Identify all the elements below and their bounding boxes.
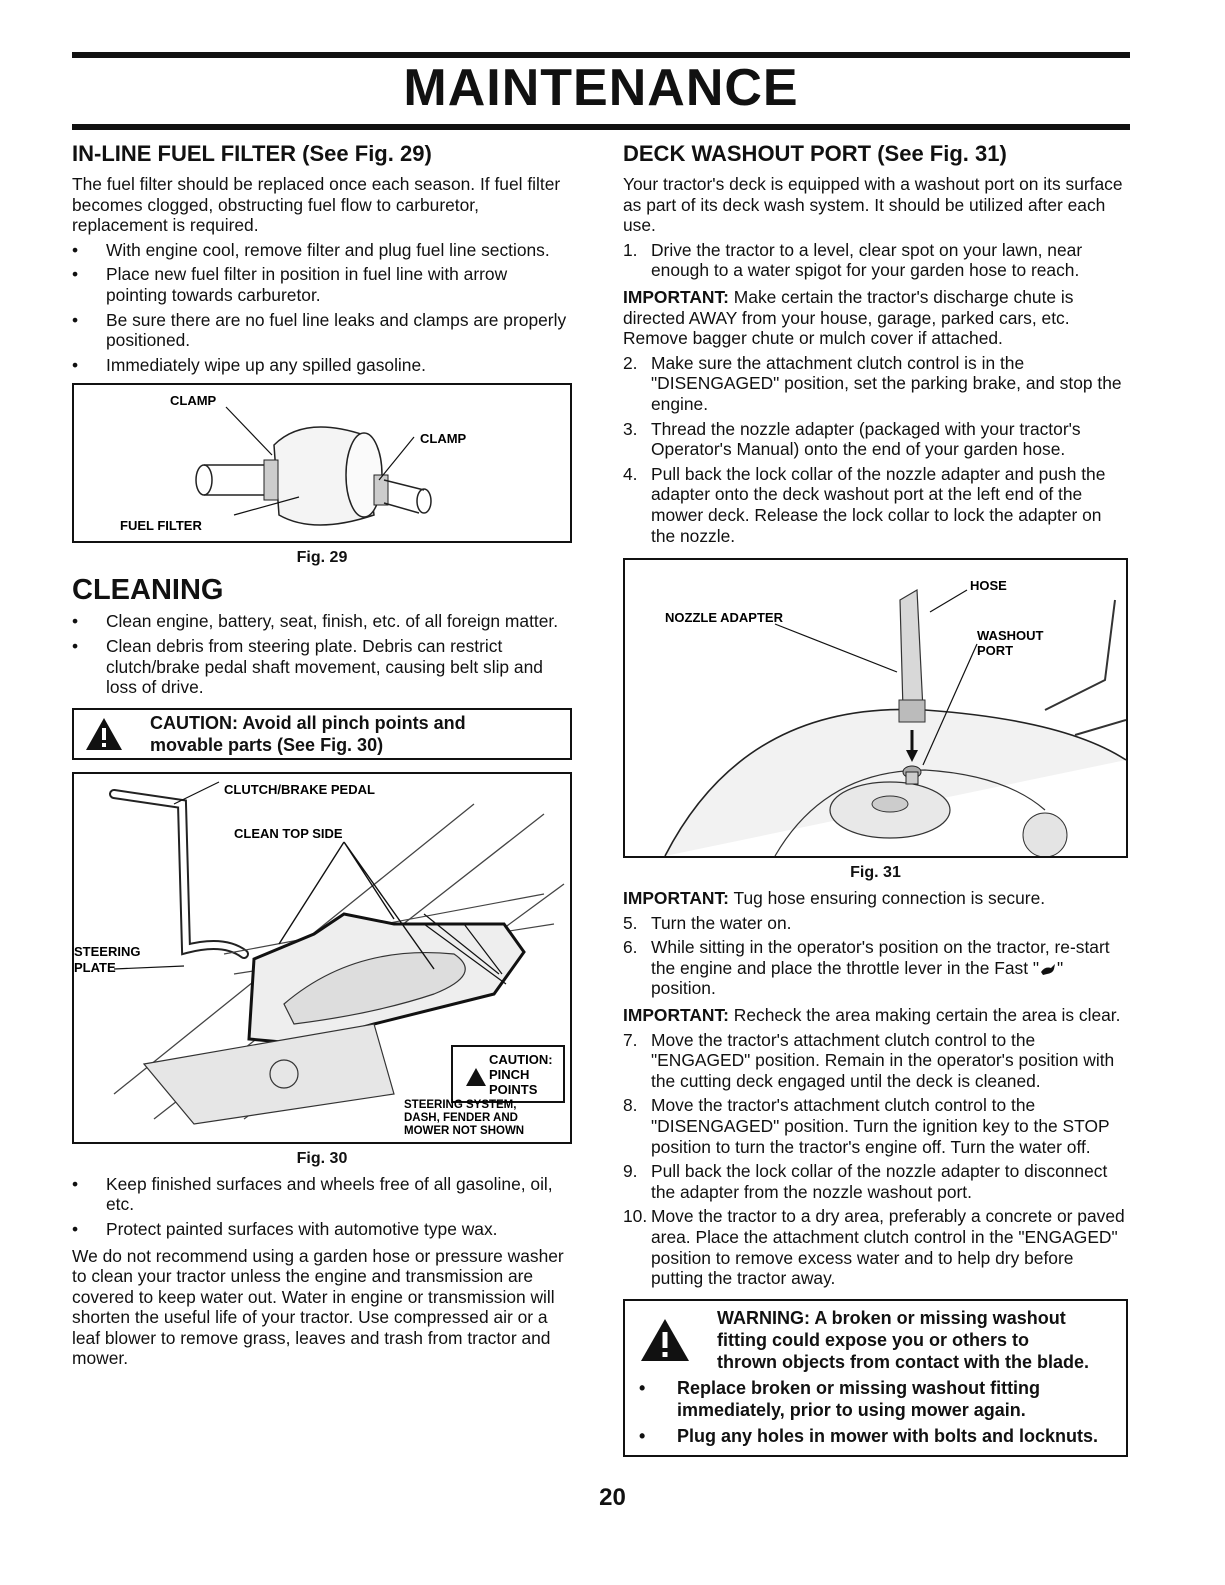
fuel-filter-steps	[72, 240, 572, 376]
clamp-left-label: CLAMP	[170, 393, 217, 409]
list-item: • Clean debris from steering plate. Debris can restrict clutch/brake pedal shaft movement, causing belt slip and loss of drive.	[72, 636, 572, 698]
steering-plate-drawing	[74, 774, 570, 1142]
note-line-1: STEERING SYSTEM,	[404, 1098, 517, 1111]
step-text: Drive the tractor to a level, clear spot on your lawn, near enough to a water spigot for your garden hose to reach.	[651, 239, 1083, 281]
fuel-filter-intro: The fuel filter should be replaced once each season. If fuel filter becomes clogged, obstructing fuel flow to carburetor, replacement is required.	[72, 174, 561, 236]
warning-header	[639, 1307, 1112, 1373]
step-text: Make sure the attachment clutch control is in the "DISENGAGED" position, set the parking brake, and stop the engine.	[651, 352, 1122, 414]
fuel-filter-label: FUEL FILTER	[120, 518, 202, 534]
washout-steps-5-6	[623, 913, 1128, 999]
step-number: 10.	[623, 1206, 648, 1227]
warning-text	[717, 1307, 1089, 1373]
step-number: 5.	[623, 912, 638, 933]
list-item	[623, 1161, 1128, 1202]
list-item	[623, 1030, 1128, 1092]
important-text: Make certain the tractor's discharge chute is directed AWAY from your house, garage, parked cars, etc. Remove bagger chute or mulch cover if attached.	[623, 286, 1074, 349]
washout-label: WASHOUT	[977, 628, 1044, 644]
steering-label: STEERING	[74, 943, 141, 959]
washout-steps-2-4	[623, 353, 1128, 546]
step-text: Turn the water on.	[651, 912, 792, 933]
list-item: • Keep finished surfaces and wheels free of all gasoline, oil, etc.	[72, 1174, 572, 1215]
caution-line-1: CAUTION: Avoid all pinch points and	[150, 712, 466, 733]
caution-box	[72, 708, 572, 760]
fuel-filter-drawing	[74, 385, 570, 541]
fig-31-washout-port-illustration	[623, 558, 1128, 858]
left-column	[72, 140, 572, 1369]
warning-triangle-icon	[639, 1317, 691, 1363]
washout-steps-7-10	[623, 1030, 1128, 1289]
important-label: IMPORTANT:	[623, 286, 729, 307]
list-item: • Clean engine, battery, seat, finish, etc. of all foreign matter.	[72, 611, 572, 632]
cleaning-closing-paragraph: We do not recommend using a garden hose or pressure washer to clean your tractor unless the engine and transmission are covered to keep water out. Water in engine or transmission will shorten the useful life of your tractor. Use compressed air or a leaf blower to remove grass, leaves and trash from tractor and mower.	[72, 1245, 564, 1369]
list-item	[623, 240, 1128, 281]
warning-triangle-icon	[84, 716, 124, 752]
clutch-brake-pedal-label: CLUTCH/BRAKE PEDAL	[224, 781, 375, 797]
page-title: MAINTENANCE	[403, 59, 799, 117]
warning-line-1: WARNING: A broken or missing washout	[717, 1307, 1066, 1328]
important-note-1	[623, 287, 1128, 349]
washout-heading: DECK WASHOUT PORT (See Fig. 31)	[623, 141, 1007, 166]
fuel-filter-heading: IN-LINE FUEL FILTER (See Fig. 29)	[72, 141, 432, 166]
caution-line-2: movable parts (See Fig. 30)	[150, 734, 384, 755]
list-item: • Replace broken or missing washout fitting immediately, prior to using mower again.	[639, 1377, 1112, 1421]
list-item	[623, 353, 1128, 415]
clean-top-side-label: CLEAN TOP SIDE	[234, 825, 343, 841]
page-number: 20	[599, 1484, 626, 1511]
step-text: Pull back the lock collar of the nozzle adapter and push the adapter onto the deck washout port at the left end of the mower deck. Release the lock collar to lock the adapter on the nozzle.	[651, 463, 1106, 546]
important-text: Tug hose ensuring connection is secure.	[728, 888, 1046, 909]
list-item: • Plug any holes in mower with bolts and locknuts.	[639, 1425, 1112, 1447]
step-text: Move the tractor's attachment clutch control to the "ENGAGED" position. Remain in the operator's position with the cutting deck engaged until the deck is cleaned.	[651, 1029, 1115, 1091]
mini-caution-label: CAUTION:	[489, 1051, 553, 1067]
step-number: 3.	[623, 418, 638, 439]
list-item: • Immediately wipe up any spilled gasoline.	[72, 355, 572, 376]
important-label: IMPORTANT:	[623, 888, 729, 909]
warning-line-3: thrown objects from contact with the blade.	[717, 1351, 1090, 1372]
step-text: Move the tractor to a dry area, preferably a concrete or paved area. Place the attachment clutch control in the "ENGAGED" position to remove excess water and to help dry before putting the tractor away.	[651, 1206, 1125, 1289]
list-item	[623, 937, 1128, 999]
plate-label: PLATE	[74, 959, 116, 975]
clamp-right-label: CLAMP	[420, 431, 467, 447]
warning-bullets	[639, 1377, 1112, 1447]
step-number: 7.	[623, 1029, 638, 1050]
fig-29-caption: Fig. 29	[296, 549, 348, 567]
list-item	[623, 913, 1128, 934]
list-item	[623, 464, 1128, 546]
list-item: • Place new fuel filter in position in fuel line with arrow pointing towards carburetor.	[72, 264, 572, 305]
step-text: Thread the nozzle adapter (packaged with your tractor's Operator's Manual) onto the end of your garden hose.	[651, 418, 1081, 460]
warning-box	[623, 1299, 1128, 1457]
important-note-2	[623, 888, 1128, 909]
cleaning-steps-after	[72, 1174, 572, 1240]
step-number: 1.	[623, 239, 638, 260]
fig-29-fuel-filter-illustration	[72, 383, 572, 543]
rabbit-fast-icon	[1039, 962, 1057, 976]
warning-line-2: fitting could expose you or others to	[717, 1329, 1030, 1350]
note-line-2: DASH, FENDER AND	[404, 1111, 518, 1124]
step-number: 9.	[623, 1161, 638, 1182]
step-text-after: " position.	[651, 957, 1064, 999]
list-item: • With engine cool, remove filter and plug fuel line sections.	[72, 240, 572, 261]
right-column	[623, 140, 1128, 1457]
fig-31-caption: Fig. 31	[850, 864, 901, 882]
hose-label: HOSE	[970, 578, 1007, 594]
fig-30-steering-plate-illustration	[72, 772, 572, 1144]
step-number: 6.	[623, 937, 638, 958]
step-text: Pull back the lock collar of the nozzle adapter to disconnect the adapter from the nozzle washout port.	[651, 1161, 1108, 1202]
step-number: 8.	[623, 1095, 638, 1116]
list-item	[623, 419, 1128, 460]
important-note-3	[623, 1005, 1128, 1026]
note-line-3: MOWER NOT SHOWN	[404, 1124, 525, 1137]
fig-30-caption: Fig. 30	[296, 1149, 348, 1167]
list-item	[623, 1206, 1128, 1288]
list-item: • Protect painted surfaces with automotive type wax.	[72, 1219, 572, 1240]
washout-step-1	[623, 240, 1128, 281]
cleaning-steps	[72, 611, 572, 697]
cleaning-heading: CLEANING	[72, 574, 224, 607]
washout-port-drawing	[625, 560, 1126, 856]
nozzle-adapter-label: NOZZLE ADAPTER	[665, 610, 783, 626]
list-item	[623, 1095, 1128, 1157]
mini-pinch-label: PINCH	[489, 1066, 530, 1082]
mini-points-label: POINTS	[489, 1081, 538, 1097]
caution-text	[150, 712, 466, 756]
step-text: Move the tractor's attachment clutch control to the "DISENGAGED" position. Turn the ignition key to the STOP position to turn the tractor's engine off. Turn the water off.	[651, 1095, 1110, 1157]
washout-intro: Your tractor's deck is equipped with a washout port on its surface as part of its deck wash system. It should be utilized after each use.	[623, 174, 1123, 236]
step-number: 4.	[623, 463, 638, 484]
important-text: Recheck the area making certain the area is clear.	[728, 1005, 1121, 1026]
step-number: 2.	[623, 352, 638, 373]
list-item: • Be sure there are no fuel line leaks and clamps are properly positioned.	[72, 310, 572, 351]
title-underline	[72, 124, 1130, 130]
important-label: IMPORTANT:	[623, 1005, 729, 1026]
step-text: While sitting in the operator's position on the tractor, re-start the engine and place the throttle lever in the Fast "	[651, 937, 1110, 978]
port-label: PORT	[977, 643, 1014, 659]
